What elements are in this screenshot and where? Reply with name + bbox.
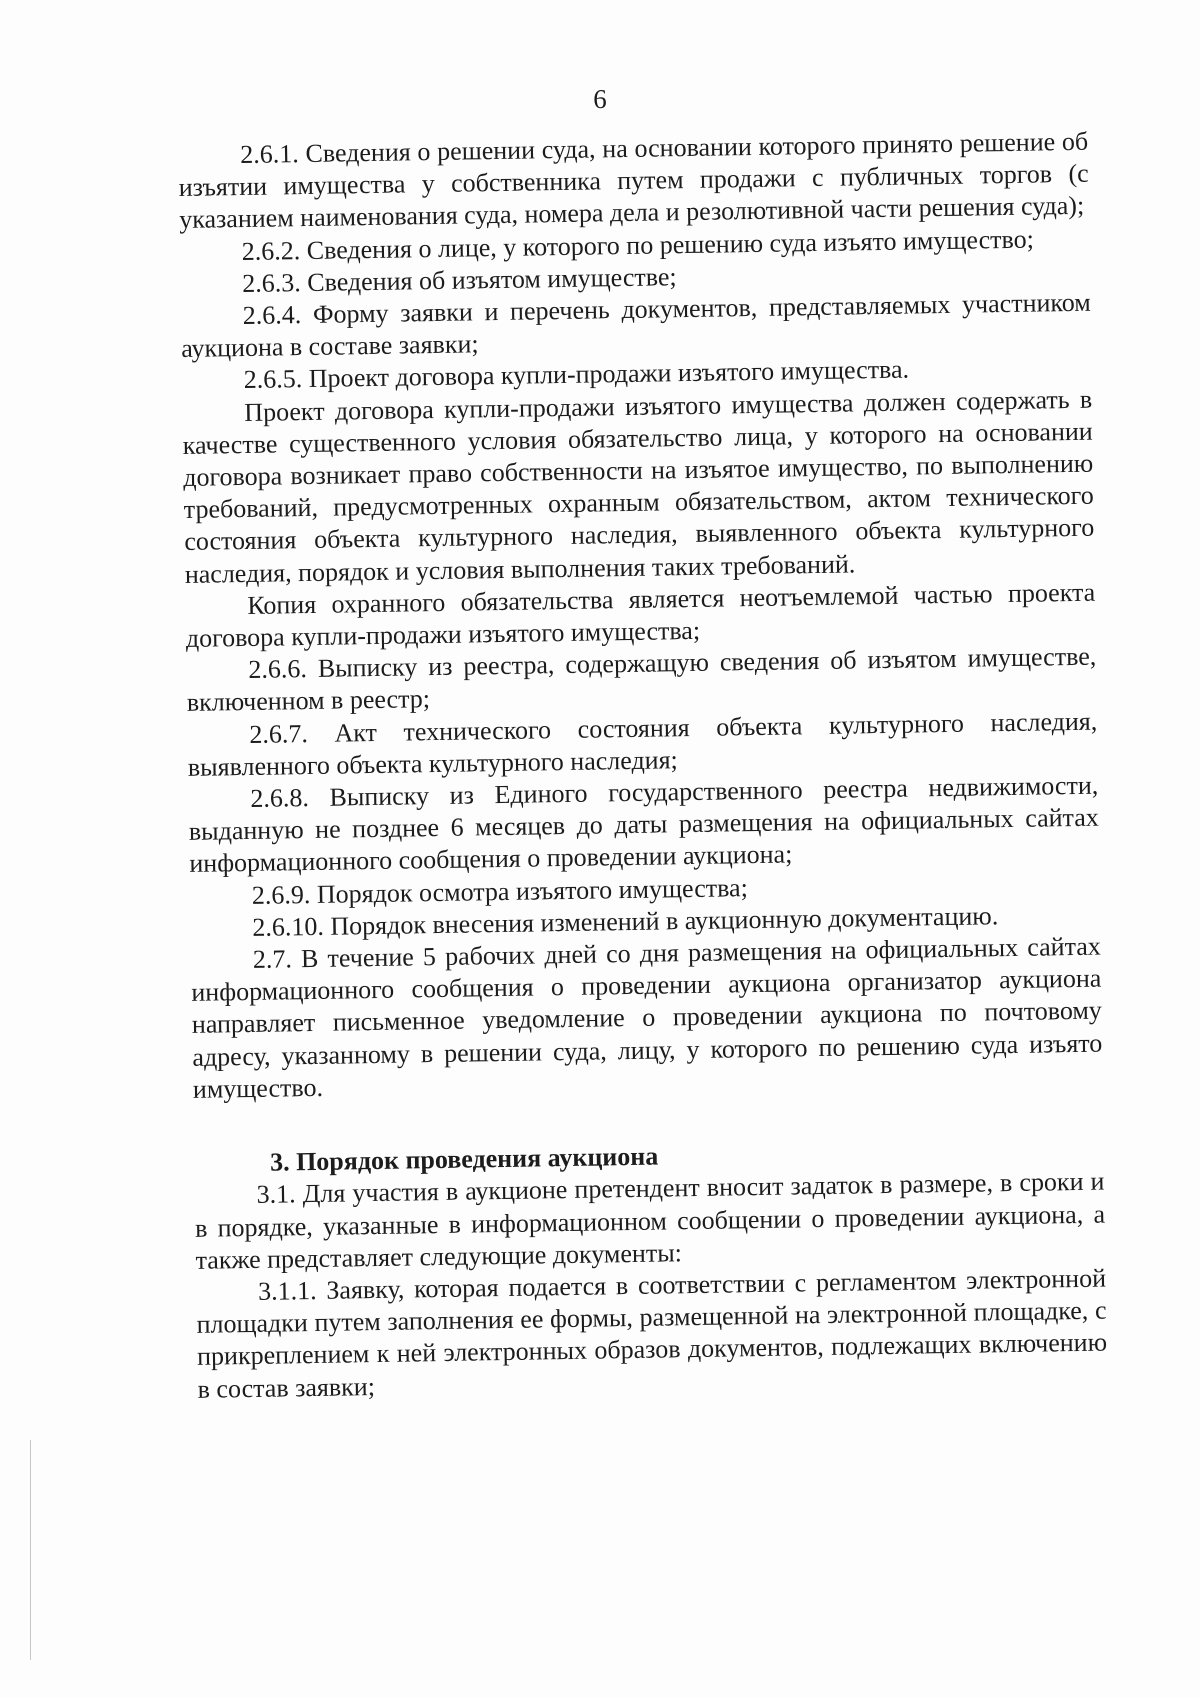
- document-body: [178, 126, 1108, 1406]
- paragraph-2-6-7: 2.6.7. Акт технического состояния объекта культурного наследия, выявленного объекта культурного наследия;: [187, 706, 1098, 782]
- paragraph-2-6-6: 2.6.6. Выписку из реестра, содержащую сведения об изъятом имуществе, включенном в реестр;: [186, 641, 1097, 718]
- paragraph-3-1: 3.1. Для участия в аукционе претендент вносит задаток в размере, в сроки и в порядке, указанные в информационном сообщении о проведении аукциона, а также представляет следующие документы:: [194, 1166, 1106, 1275]
- paragraph-contract-project: Проект договора купли-продажи изъятого имущества должен содержать в качестве существенного условия обязательство лица, у которого на основании договора возникает право собственности на изъятое имущество, по выполнению требований, предусмотренных охранным обязательством, актом технического состояния объекта культурного наследия, выявленного объекта культурного наследия, порядок и условия выполнения таких требований.: [182, 384, 1095, 589]
- paragraph-2-7: 2.7. В течение 5 рабочих дней со дня размещения на официальных сайтах информационного сообщения о проведении аукциона организатор аукциона направляет письменное уведомление о проведении аукциона по почтовому адресу, указанному в решении суда, лицу, у которого по решению суда изъято имущество.: [191, 931, 1103, 1104]
- paragraph-3-1-1: 3.1.1. Заявку, которая подается в соответствии с регламентом электронной площадки путем заполнения ее формы, размещенной на электронной площадке, с прикреплением к ней электронных образов документов, подлежащих включению в состав заявки;: [196, 1263, 1108, 1404]
- page-number: 6: [593, 84, 607, 114]
- paragraph-2-6-8: 2.6.8. Выписку из Единого государственного реестра недвижимости, выданную не позднее 6 месяцев до даты размещения на официальных сайтах информационного сообщения о проведении аукциона;: [188, 770, 1099, 879]
- paragraph-2-6-2: 2.6.2. Сведения о лице, у которого по решению суда изъято имущество;: [241, 224, 1035, 266]
- paragraph-2-6-1: 2.6.1. Сведения о решении суда, на основании которого принято решение об изъятии имущества у собственника путем продажи с публичных торгов (с указанием наименования суда, номера дела и резолютивной части решения суда);: [178, 126, 1089, 235]
- paragraph-2-6-4: 2.6.4. Форму заявки и перечень документов, представляемых участником аукциона в составе заявки;: [181, 287, 1091, 364]
- paragraph-2-6-3: 2.6.3. Сведения об изъятом имуществе;: [242, 261, 677, 298]
- scan-edge-mark: [30, 1440, 31, 1660]
- paragraph-2-6-9: 2.6.9. Порядок осмотра изъятого имущества;: [251, 872, 749, 910]
- section-heading: 3. Порядок проведения аукциона: [269, 1141, 659, 1177]
- paragraph-obligation-copy: Копия охранного обязательства является неотъемлемой частью проекта договора купли-продажи изъятого имущества;: [185, 577, 1096, 653]
- paragraph-2-6-10: 2.6.10. Порядок внесения изменений в аукционную документацию.: [252, 901, 999, 942]
- paragraph-2-6-5: 2.6.5. Проект договора купли-продажи изъятого имущества.: [243, 354, 910, 395]
